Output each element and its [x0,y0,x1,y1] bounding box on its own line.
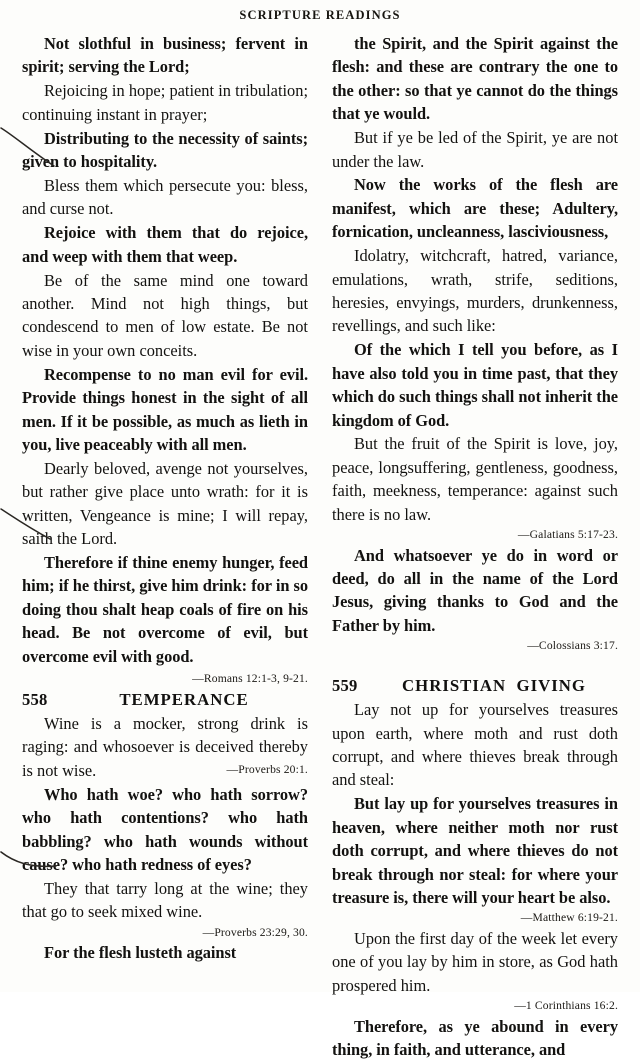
paragraph-galatians-5-18 [332,126,618,173]
paragraph-romans-12-20-21 [22,551,308,685]
paragraph-first-corinthians-16-2 [332,927,618,1014]
paragraph-text: But lay up for yourselves treasures in heaven, where neither moth nor rust doth corrupt, and where thieves do not break through nor steal: for where your treasure is, there will your heart be also. [332,794,618,907]
paragraph-text: Upon the first day of the week let every one of you lay by him in store, as God hath prospered him. [332,928,618,995]
paragraph-romans-12-15 [22,221,308,268]
running-head [0,8,640,23]
running-head-text: SCRIPTURE READINGS [239,8,401,22]
paragraph-text: Rejoicing in hope; patient in tribulation; continuing instant in prayer; [22,81,308,124]
paragraph-galatians-5-17-partial [22,941,308,964]
paragraph-text: Wine is a mocker, strong drink is raging: and whosoever is deceived thereby is not wise. [22,713,308,780]
paragraph-text: For the flesh lusteth against [44,943,237,963]
scripture-reference: —Proverbs 20:1. [226,762,308,776]
paragraph-text: Who hath woe? who hath sorrow? who hath contentions? who hath babbling? who hath wounds without cause? who hath redness of eyes? [22,784,308,874]
paragraph-galatians-5-21 [332,338,618,432]
scripture-reference: —Proverbs 23:29, 30. [202,925,308,939]
paragraph-galatians-5-20 [332,244,618,338]
section-heading-558 [22,690,308,710]
paragraph-romans-12-13 [22,127,308,174]
paragraph-text: Therefore, as ye abound in every thing, in faith, and utterance, and [332,1016,618,1059]
paragraph-text: Now the works of the flesh are manifest, which are these; Adultery, fornication, uncleanness, lasciviousness, [332,175,618,242]
section-heading-559 [332,676,618,696]
two-column-body [0,32,640,1059]
paragraph-text: Idolatry, witchcraft, hatred, variance, emulations, wrath, strife, seditions, heresies, envyings, murders, drunkenness, revellings, and such like: [332,246,618,336]
paragraph-text: Of the which I tell you before, as I have also told you in time past, that they which do such things shall not inherit the kingdom of God. [332,340,618,430]
paragraph-proverbs-23-30 [22,877,308,941]
right-column-section-blocks [332,698,618,1061]
paragraph-matthew-6-20-21 [332,792,618,926]
paragraph-matthew-6-19 [332,698,618,792]
paragraph-text: Therefore if thine enemy hunger, feed him; if he thirst, give him drink: for in so doing thou shalt heap coals of fire on his head. Be not overcome of evil, but overcome evil with good. [22,552,308,666]
scripture-reference: —Colossians 3:17. [527,639,618,653]
paragraph-text: the Spirit, and the Spirit against the flesh: and these are contrary the one to the other: so that ye cannot do the things that ye would. [332,34,618,124]
paragraph-proverbs-23-29 [22,783,308,877]
paragraph-text: Lay not up for yourselves treasures upon earth, where moth and rust doth corrupt, and where thieves break through and steal: [332,700,618,790]
scripture-reference: —Matthew 6:19-21. [520,911,618,925]
paragraph-galatians-5-17-cont [332,32,618,126]
paragraph-text: Dearly beloved, avenge not yourselves, but rather give place unto wrath: for it is written, Vengeance is mine; I will repay, saith the Lord. [22,458,308,549]
left-column-section-blocks [22,712,308,965]
paragraph-text: Distributing to the necessity of saints; given to hospitality. [22,128,308,172]
paragraph-romans-12-12 [22,79,308,126]
paragraph-romans-12-17-18 [22,363,308,457]
scripture-reference: —Galatians 5:17-23. [517,528,618,542]
paragraph-colossians-3-17 [332,544,618,655]
paragraph-text: Recompense to no man evil for evil. Provide things honest in the sight of all men. If it be possible, as much as lieth in you, live peaceably with all men. [22,364,308,454]
scripture-reference: —Romans 12:1-3, 9-21. [192,671,308,685]
paragraph-text: And whatsoever ye do in word or deed, do all in the name of the Lord Jesus, giving thanks to God and the Father by him. [332,545,618,635]
scripture-reference: —1 Corinthians 16:2. [514,999,618,1013]
right-column [332,32,618,1059]
paragraph-romans-12-11 [22,32,308,79]
paragraph-romans-12-14 [22,174,308,221]
paragraph-proverbs-20-1 [22,712,308,782]
left-column-blocks [22,32,308,685]
paragraph-text: But the fruit of the Spirit is love, joy, peace, longsuffering, gentleness, goodness, faith, meekness, temperance: against such there is no law. [332,434,618,524]
section-title: TEMPERANCE [119,689,249,709]
paragraph-romans-12-16 [22,269,308,363]
paragraph-second-corinthians-8-7-partial [332,1015,618,1061]
paragraph-galatians-5-22-23 [332,432,618,543]
section-title: CHRISTIAN GIVING [402,676,586,696]
paragraph-text: Rejoice with them that do rejoice, and weep with them that weep. [22,223,308,266]
paragraph-galatians-5-19 [332,173,618,243]
section-number: 559 [332,676,358,696]
section-number: 558 [22,689,48,709]
paragraph-text: Be of the same mind one toward another. Mind not high things, but condescend to men of low estate. Be not wise in your own conceits. [22,270,308,360]
left-column [22,32,308,992]
right-column-blocks [332,32,618,654]
paragraph-text: Not slothful in business; fervent in spirit; serving the Lord; [22,34,308,77]
paragraph-text: But if ye be led of the Spirit, ye are not under the law. [332,128,618,171]
paragraph-text: They that tarry long at the wine; they that go to seek mixed wine. [22,878,308,922]
paragraph-text: Bless them which persecute you: bless, and curse not. [22,175,308,219]
paragraph-romans-12-19 [22,457,308,551]
